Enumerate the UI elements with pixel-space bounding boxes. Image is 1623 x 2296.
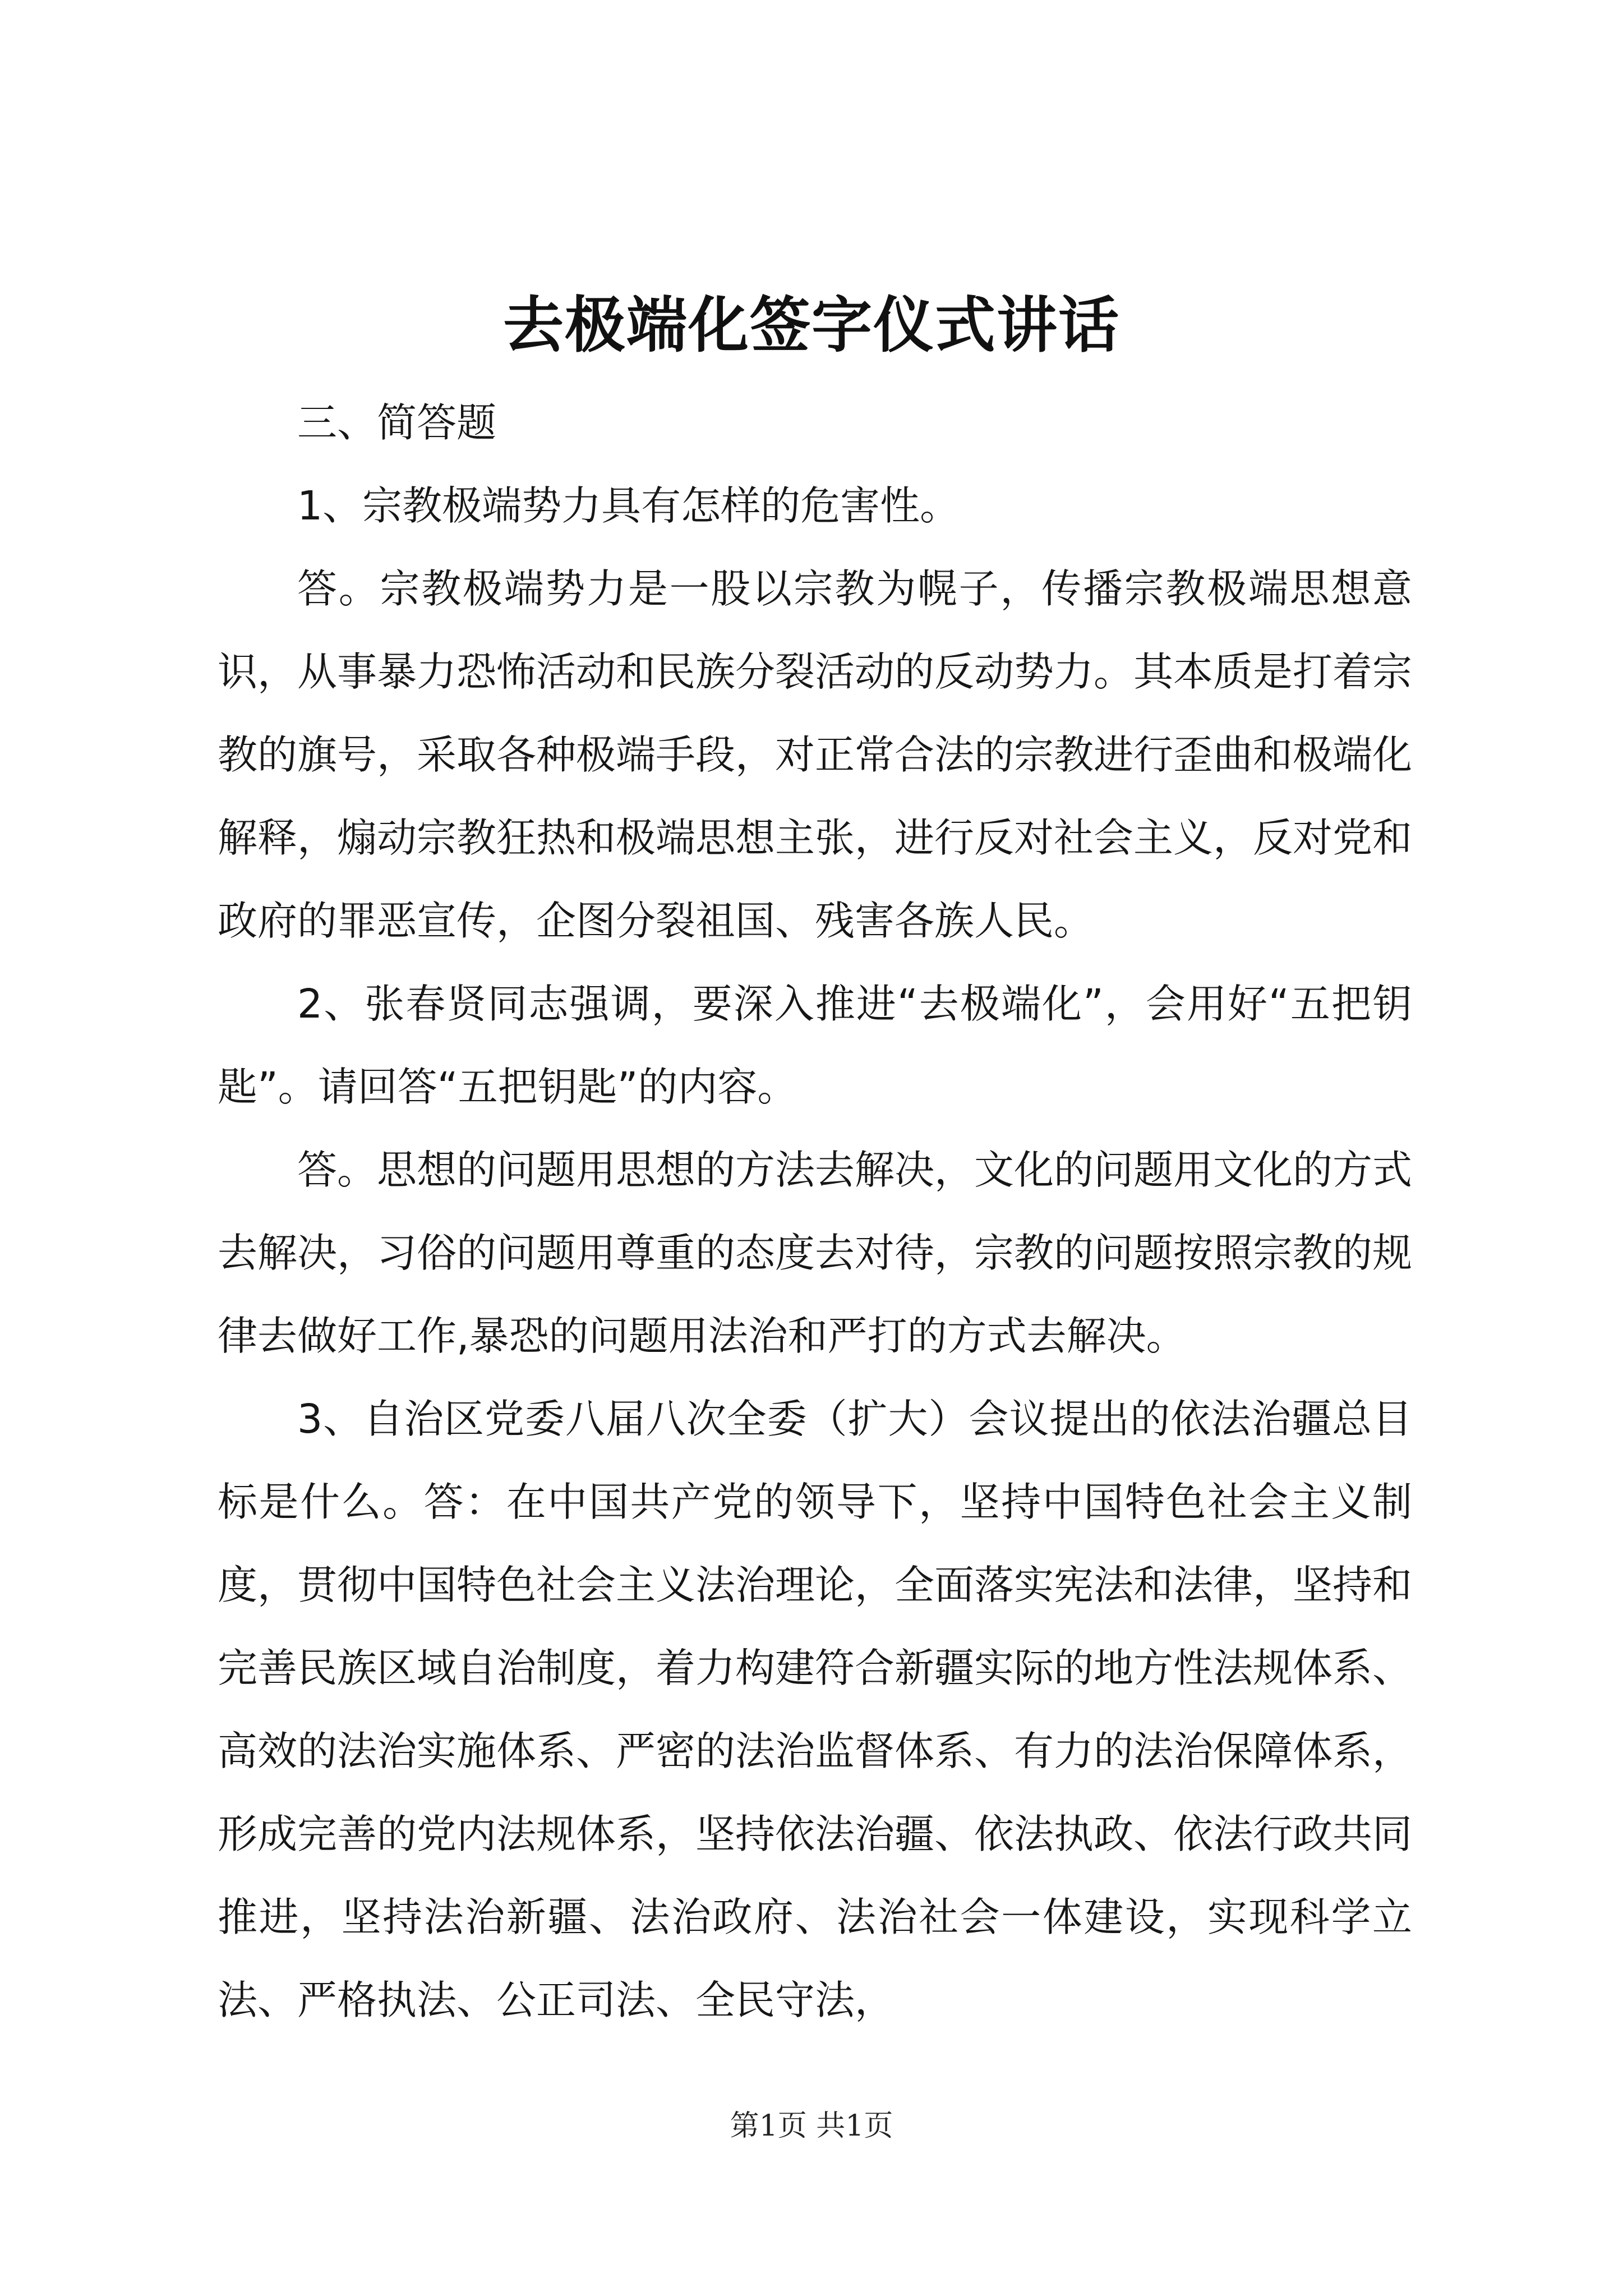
- question-2: 2、张春贤同志强调，要深入推进“去极端化”，会用好“五把钥匙”。请回答“五把钥匙”的内容。: [218, 981, 1412, 1110]
- document-body: [218, 381, 1412, 2042]
- answer-2: 答。思想的问题用思想的方法去解决，文化的问题用文化的方式去解决，习俗的问题用尊重的态度去对待，宗教的问题按照宗教的规律去做好工作,暴恐的问题用法治和严打的方式去解决。: [218, 1147, 1413, 1359]
- answer-1: 答。宗教极端势力是一股以宗教为幌子，传播宗教极端思想意识，从事暴力恐怖活动和民族分裂活动的反动势力。其本质是打着宗教的旗号，采取各种极端手段，对正常合法的宗教进行歪曲和极端化解释，煽动宗教狂热和极端思想主张，进行反对社会主义，反对党和政府的罪恶宣传，企图分裂祖国、残害各族人民。: [218, 565, 1413, 944]
- question-3-with-answer: 3、自治区党委八届八次全委（扩大）会议提出的依法治疆总目标是什么。答：在中国共产党的领导下，坚持中国特色社会主义制度，贯彻中国特色社会主义法治理论，全面落实宪法和法律，坚持和完善民族区域自治制度，着力构建符合新疆实际的地方性法规体系、高效的法治实施体系、严密的法治监督体系、有力的法治保障体系，形成完善的党内法规体系，坚持依法治疆、依法执政、依法行政共同推进，坚持法治新疆、法治政府、法治社会一体建设，实现科学立法、严格执法、公正司法、全民守法，: [218, 1396, 1413, 2023]
- document-title: 去极端化签字仪式讲话: [502, 290, 1120, 361]
- section-heading: 三、简答题: [297, 399, 497, 446]
- question-1: 1、宗教极端势力具有怎样的危害性。: [297, 482, 960, 529]
- page-footer: 第1页 共1页: [730, 2109, 893, 2143]
